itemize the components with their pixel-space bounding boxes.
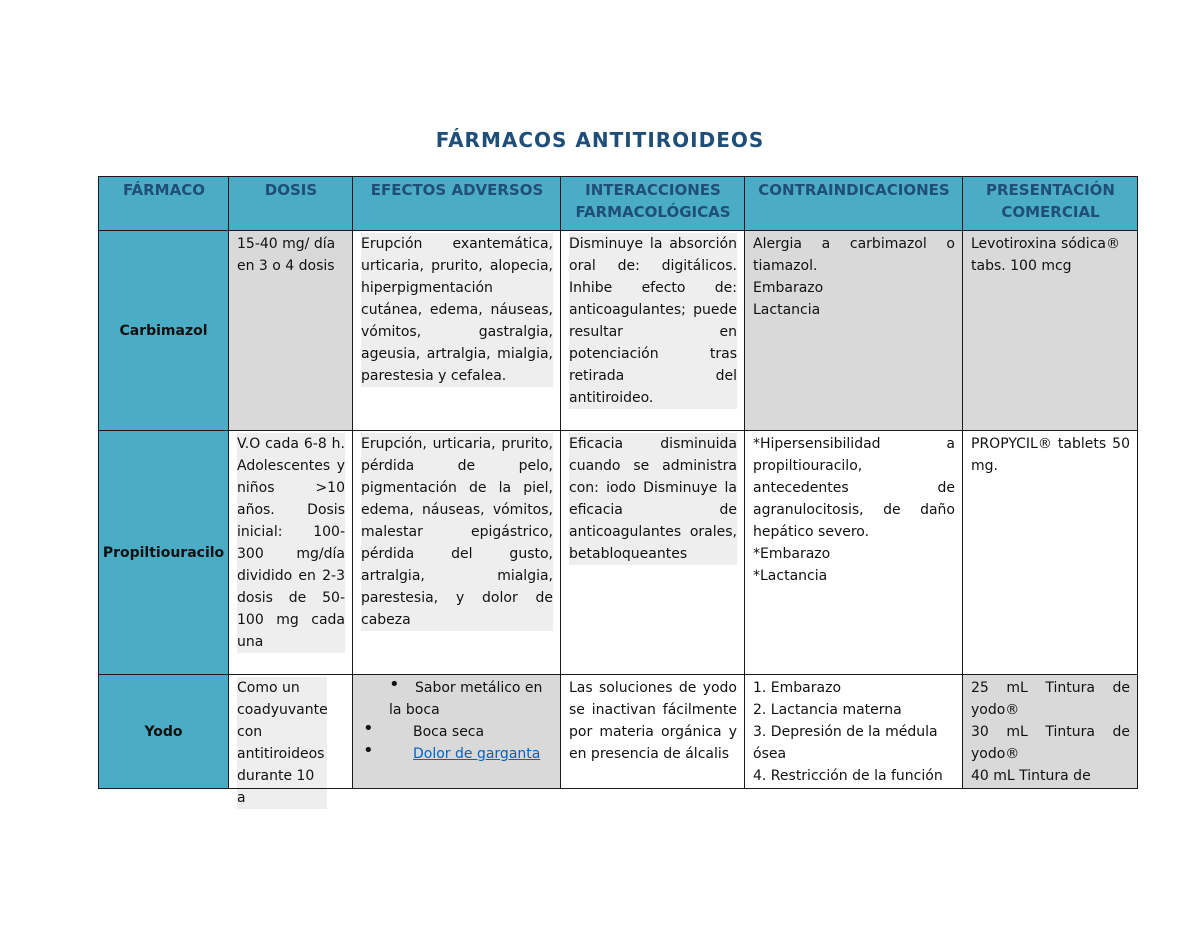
contraindicaciones-cell [745,431,963,675]
drug-table [98,176,1138,806]
contra-line: *Lactancia [753,568,828,584]
presentacion-cell [963,675,1138,789]
drug-name: Yodo [99,675,229,789]
list-item [361,740,553,765]
contra-line: Alergia a carbimazol o tiamazol. [753,236,955,274]
presentacion-line: 40 mL Tintura de [971,768,1091,784]
presentacion-cell [963,231,1138,431]
presentacion-cell [963,431,1138,675]
bullet-icon: • [363,718,374,739]
efectos-cell [353,231,561,431]
dosis-text: 15-40 mg/ día en 3 o 4 dosis [237,236,336,274]
contraindicaciones-cell [745,675,963,789]
interacciones-cell [561,431,745,675]
table-row [99,431,1138,675]
interacciones-cell [561,675,745,789]
list-item: • Sabor metálico en la boca [361,677,553,721]
list-item: • Boca seca [363,718,485,740]
contra-line: *Embarazo [753,546,831,562]
presentacion-text: Levotiroxina sódica® tabs. 100 mcg [971,236,1120,274]
presentacion-text: PROPYCIL® tablets 50 mg. [971,436,1130,474]
interacciones-text: Las soluciones de yodo se inactivan fácilmente por materia orgánica y en presencia de álcalis [569,680,737,762]
dosis-cell [229,231,353,431]
presentacion-line: 30 mL Tintura de yodo® [971,724,1130,762]
interacciones-cell [561,231,745,431]
contra-line: 3. Depresión de la médula ósea [753,724,938,762]
dosis-text: Como un coadyuvante con antitiroideos durante 10 a [237,677,327,809]
efectos-text: Erupción exantemática, urticaria, prurito, alopecia, hiperpigmentación cutánea, edema, náuseas, vómitos, gastralgia, ageusia, artralgia, mialgia, parestesia y cefalea. [361,233,553,387]
drug-name: Carbimazol [99,231,229,431]
header-contraindicaciones: CONTRAINDICACIONES [745,177,963,231]
interacciones-text: Eficacia disminuida cuando se administra con: iodo Disminuye la eficacia de anticoagulantes orales, betabloqueantes [569,433,737,565]
contra-line: 1. Embarazo [753,680,842,696]
header-interacciones: INTERACCIONES FARMACOLÓGICAS [561,177,745,231]
contra-line: *Hipersensibilidad a propiltiouracilo, antecedentes de agranulocitosis, de daño hepático severo. [753,436,955,540]
contra-line: Embarazo [753,280,824,296]
header-dosis: DOSIS [229,177,353,231]
efectos-text: Erupción, urticaria, prurito, pérdida de pelo, pigmentación de la piel, edema, náuseas, vómitos, malestar epigástrico, pérdida del gusto, artralgia, mialgia, parestesia, y dolor de cabeza [361,433,553,631]
table-row [99,675,1138,789]
page-title: FÁRMACOS ANTITIROIDEOS [435,128,765,152]
header-row [99,177,1138,231]
contra-line: 4. Restricción de la función [753,768,943,784]
interacciones-text: Disminuye la absorción oral de: digitálicos. Inhibe efecto de: anticoagulantes; puede resultar en potenciación tras retirada del antitiroideo. [569,233,737,409]
efectos-cell [353,431,561,675]
header-presentacion: PRESENTACIÓN COMERCIAL [963,177,1138,231]
efectos-cell [353,675,561,789]
presentacion-line: 25 mL Tintura de yodo® [971,680,1130,718]
table-row [99,231,1138,431]
dosis-text: V.O cada 6-8 h. Adolescentes y niños >10 años. Dosis inicial: 100-300 mg/día dividido en 2-3 dosis de 50-100 mg cada una [237,433,345,653]
contraindicaciones-cell [745,231,963,431]
bullet-icon: • [363,740,374,761]
header-efectos: EFECTOS ADVERSOS [353,177,561,231]
drug-name: Propiltiouracilo [99,431,229,675]
contra-line: 2. Lactancia materna [753,702,902,718]
dosis-cell [229,431,353,675]
bullet-icon: • [389,674,400,695]
dosis-cell [229,675,353,806]
efectos-list [361,674,553,765]
header-farmaco: FÁRMACO [99,177,229,231]
sore-throat-link[interactable]: Dolor de garganta [413,746,541,762]
contra-line: Lactancia [753,302,821,318]
